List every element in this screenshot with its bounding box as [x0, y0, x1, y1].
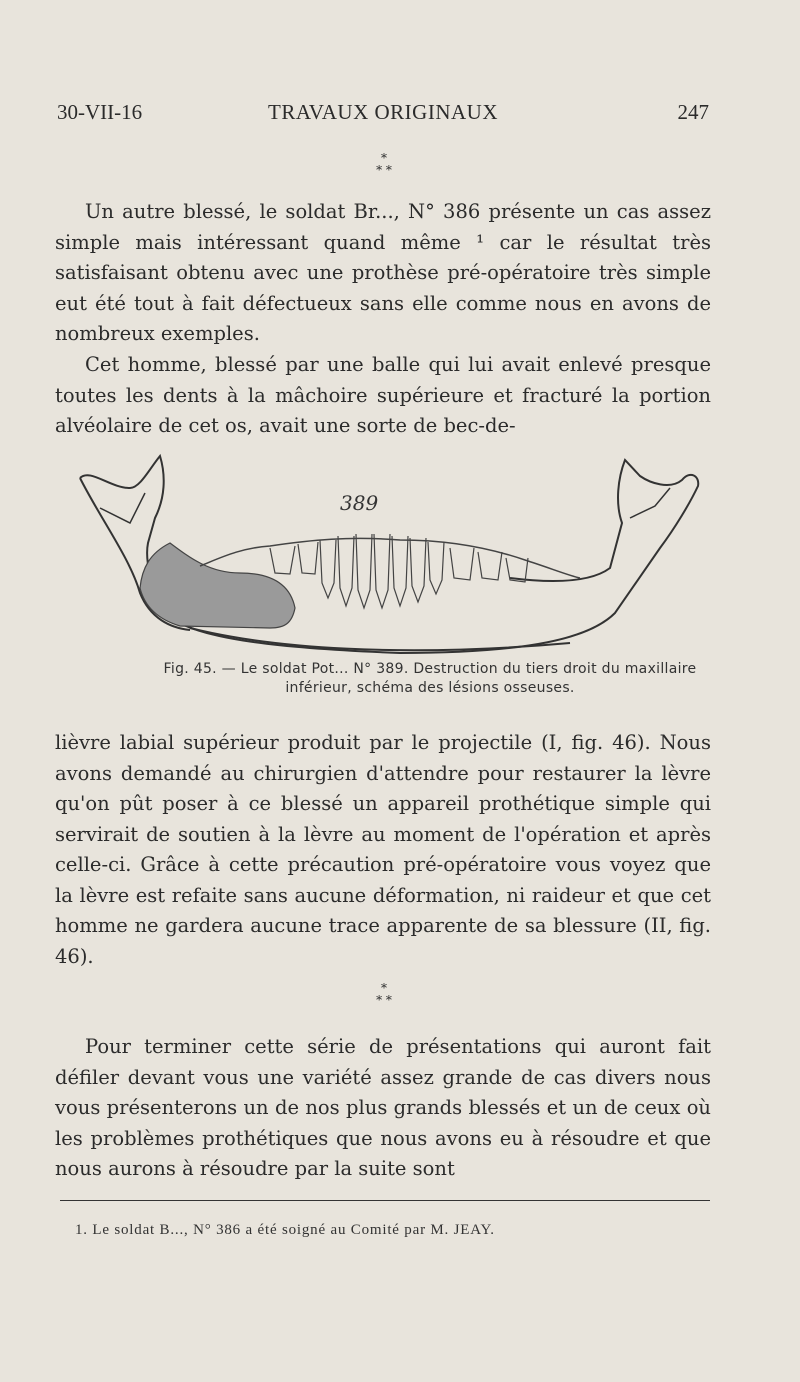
paragraph-3-text: lièvre labial supérieur produit par le projectile (I, fig. 46). Nous avons demandé au chirurgien d'attendre pour restaurer la lèvre qu'on pût poser à ce blessé un appareil prothétique simple qui servirait de soutien à la lèvre au moment de l'opération et après celle-ci. Grâce à cette précaution pré-opératoire vous voyez que la lèvre est refaite sans aucune déformation, ni raideur et que cet homme ne gardera aucune trace apparente de sa blessure (II, fig. 46).: [55, 731, 711, 968]
paragraph-4: [55, 1032, 711, 1185]
page-number: 247: [677, 100, 709, 124]
paragraph-2-text: Cet homme, blessé par une balle qui lui avait enlevé presque toutes les dents à la mâchoire supérieure et fracturé la portion alvéolaire de cet os, avait une sorte de bec-de-: [55, 353, 711, 437]
section-break-bottom: * * *: [376, 981, 392, 1007]
paragraph-3: [55, 728, 711, 972]
paragraph-1-text: Un autre blessé, le soldat Br..., N° 386 présente un cas assez simple mais intéressant quand même ¹ car le résultat très satisfaisant obtenu avec une prothèse pré-opératoire très simple eut été tout à fait défectueux sans elle comme nous en avons de nombreux exemples.: [55, 200, 711, 345]
paragraph-1: [55, 197, 711, 350]
mandible-drawing: [70, 448, 710, 666]
paragraph-4-text: Pour terminer cette série de présentations qui auront fait défiler devant vous une variété assez grande de cas divers nous vous présenterons un de nos plus grands blessés et un de ceux où les problèmes prothétiques que nous avons eu à résoudre et que nous aurons à résoudre par la suite sont: [55, 1035, 711, 1180]
footnote-divider: [60, 1200, 710, 1201]
figure-number-label: 389: [340, 491, 379, 515]
figure-caption: Fig. 45. — Le soldat Pot... N° 389. Destruction du tiers droit du maxillaire inférieur, schéma des lésions osseuses.: [163, 661, 697, 696]
header-date: 30-VII-16: [57, 100, 143, 124]
running-header: [57, 100, 709, 130]
section-break-top: * * *: [376, 151, 392, 177]
paragraph-2: [55, 350, 711, 442]
mandible-figure: [70, 448, 710, 666]
footnote: 1. Le soldat B..., N° 386 a été soigné au Comité par M. JEAY.: [75, 1222, 495, 1238]
header-title: TRAVAUX ORIGINAUX: [268, 100, 498, 124]
